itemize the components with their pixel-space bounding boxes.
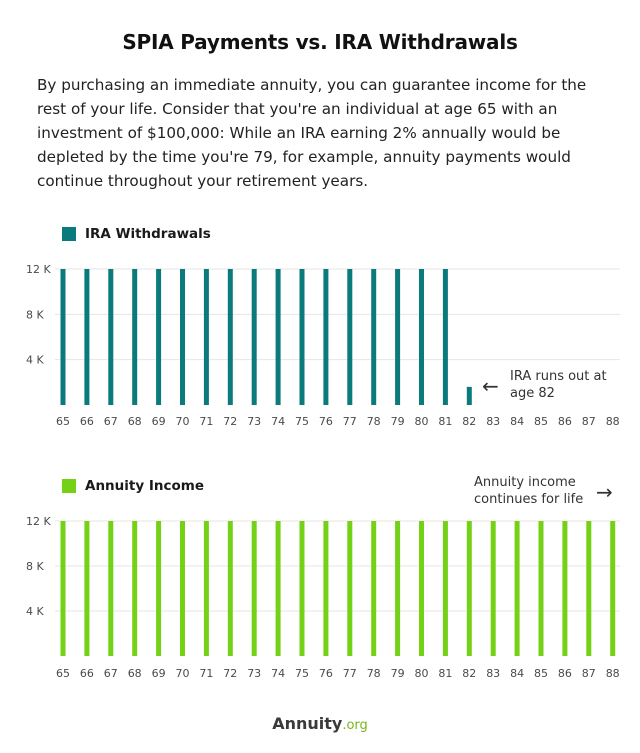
annuity-x-tick-label: 75 bbox=[295, 667, 309, 680]
ira-x-tick-label: 79 bbox=[390, 415, 405, 428]
ira-x-tick-label: 78 bbox=[366, 415, 381, 428]
annuity-bar-73 bbox=[252, 521, 257, 656]
annuity-bar-82 bbox=[467, 521, 472, 656]
annuity-bar-76 bbox=[323, 521, 328, 656]
annuity-x-tick-label: 81 bbox=[438, 667, 453, 680]
ira-legend-label: IRA Withdrawals bbox=[85, 226, 211, 242]
annuity-y-tick-label: 4 K bbox=[26, 605, 44, 618]
ira-x-tick-label: 69 bbox=[151, 415, 166, 428]
annuity-bar-75 bbox=[300, 521, 305, 656]
ira-x-tick-label: 67 bbox=[103, 415, 118, 428]
ira-x-tick-label: 66 bbox=[79, 415, 94, 428]
ira-x-tick-label: 75 bbox=[295, 415, 309, 428]
annuity-x-tick-label: 86 bbox=[557, 667, 572, 680]
annuity-x-tick-label: 74 bbox=[271, 667, 286, 680]
annuity-bar-81 bbox=[443, 521, 448, 656]
annuity-x-tick-label: 84 bbox=[510, 667, 525, 680]
ira-x-tick-label: 74 bbox=[271, 415, 286, 428]
annuity-bar-79 bbox=[395, 521, 400, 656]
ira-x-tick-label: 82 bbox=[462, 415, 477, 428]
annuity-bar-67 bbox=[108, 521, 113, 656]
annuity-x-tick-label: 69 bbox=[151, 667, 166, 680]
ira-x-tick-label: 77 bbox=[342, 415, 357, 428]
ira-x-tick-label: 87 bbox=[581, 415, 596, 428]
arrow-right-icon: → bbox=[596, 480, 613, 504]
ira-x-tick-label: 76 bbox=[318, 415, 333, 428]
ira-x-tick-label: 81 bbox=[438, 415, 453, 428]
annuity-x-tick-label: 73 bbox=[247, 667, 262, 680]
ira-x-tick-label: 85 bbox=[534, 415, 548, 428]
ira-y-tick-label: 4 K bbox=[26, 353, 44, 367]
annuity-x-tick-label: 78 bbox=[366, 667, 381, 680]
ira-x-tick-label: 86 bbox=[557, 415, 572, 428]
annuity-y-tick-label: 12 K bbox=[26, 515, 51, 528]
ira-x-tick-label: 73 bbox=[247, 415, 262, 428]
annuity-x-tick-label: 68 bbox=[127, 667, 142, 680]
ira-annotation: IRA runs out at age 82 bbox=[510, 369, 607, 401]
annuity-bar-71 bbox=[204, 521, 209, 656]
annuity-x-tick-label: 80 bbox=[414, 667, 429, 680]
ira-y-tick-label: 12 K bbox=[26, 263, 51, 276]
annuity-x-tick-label: 67 bbox=[103, 667, 118, 680]
annuity-x-tick-label: 76 bbox=[318, 667, 333, 680]
annuity-y-tick-label: 8 K bbox=[26, 560, 44, 573]
annuity-x-tick-label: 82 bbox=[462, 667, 477, 680]
annuity-bar-80 bbox=[419, 521, 424, 656]
annuity-x-tick-label: 88 bbox=[605, 667, 620, 680]
annuity-bar-77 bbox=[347, 521, 352, 656]
ira-x-tick-label: 68 bbox=[127, 415, 142, 428]
ira-x-tick-label: 83 bbox=[486, 415, 501, 428]
annuity-bar-83 bbox=[491, 521, 496, 656]
brand-tld: .org bbox=[342, 718, 368, 733]
annuity-legend-label: Annuity Income bbox=[85, 478, 204, 494]
annuity-x-tick-label: 87 bbox=[581, 667, 596, 680]
annuity-x-tick-label: 77 bbox=[342, 667, 357, 680]
annuity-bar-70 bbox=[180, 521, 185, 656]
intro-paragraph: By purchasing an immediate annuity, you can guarantee income for the rest of your life. Consider that you're an individual at age 65 with an investment of $100,000: While an IRA earning 2% annually would be depleted by the time you're 79, for example, annuity payments would continue throughout your retirement years. bbox=[37, 76, 587, 190]
annuity-bar-72 bbox=[228, 521, 233, 656]
annuity-x-tick-label: 71 bbox=[199, 667, 214, 680]
annuity-x-tick-label: 70 bbox=[175, 667, 190, 680]
annuity-annotation: Annuity income continues for life bbox=[474, 475, 584, 507]
annuity-x-tick-label: 72 bbox=[223, 667, 238, 680]
annuity-bar-86 bbox=[562, 521, 567, 656]
annuity-bar-78 bbox=[371, 521, 376, 656]
ira-x-tick-label: 72 bbox=[223, 415, 238, 428]
ira-x-tick-label: 70 bbox=[175, 415, 190, 428]
ira-y-tick-label: 8 K bbox=[26, 308, 44, 322]
annuity-bar-88 bbox=[610, 521, 615, 656]
annuity-bar-74 bbox=[276, 521, 281, 656]
annuity-bar-84 bbox=[515, 521, 520, 656]
annuity-bar-85 bbox=[539, 521, 544, 656]
annuity-x-tick-label: 85 bbox=[534, 667, 548, 680]
annuity-bar-69 bbox=[156, 521, 161, 656]
annuity-bar-68 bbox=[132, 521, 137, 656]
arrow-left-icon: ← bbox=[482, 374, 499, 398]
annuity-bar-87 bbox=[586, 521, 591, 656]
annuity-bar-65 bbox=[61, 521, 66, 656]
chart-title: SPIA Payments vs. IRA Withdrawals bbox=[122, 30, 518, 54]
annuity-x-tick-label: 83 bbox=[486, 667, 501, 680]
annuity-x-tick-label: 66 bbox=[79, 667, 94, 680]
ira-x-tick-label: 88 bbox=[605, 415, 620, 428]
ira-x-tick-label: 71 bbox=[199, 415, 214, 428]
annuity-x-tick-label: 79 bbox=[390, 667, 405, 680]
ira-x-tick-label: 65 bbox=[56, 415, 70, 428]
footer-logo bbox=[0, 714, 640, 733]
ira-x-tick-label: 80 bbox=[414, 415, 429, 428]
annuity-x-tick-label: 65 bbox=[56, 667, 70, 680]
annuity-bar-66 bbox=[84, 521, 89, 656]
ira-x-tick-label: 84 bbox=[510, 415, 525, 428]
brand-name: Annuity bbox=[272, 714, 343, 733]
